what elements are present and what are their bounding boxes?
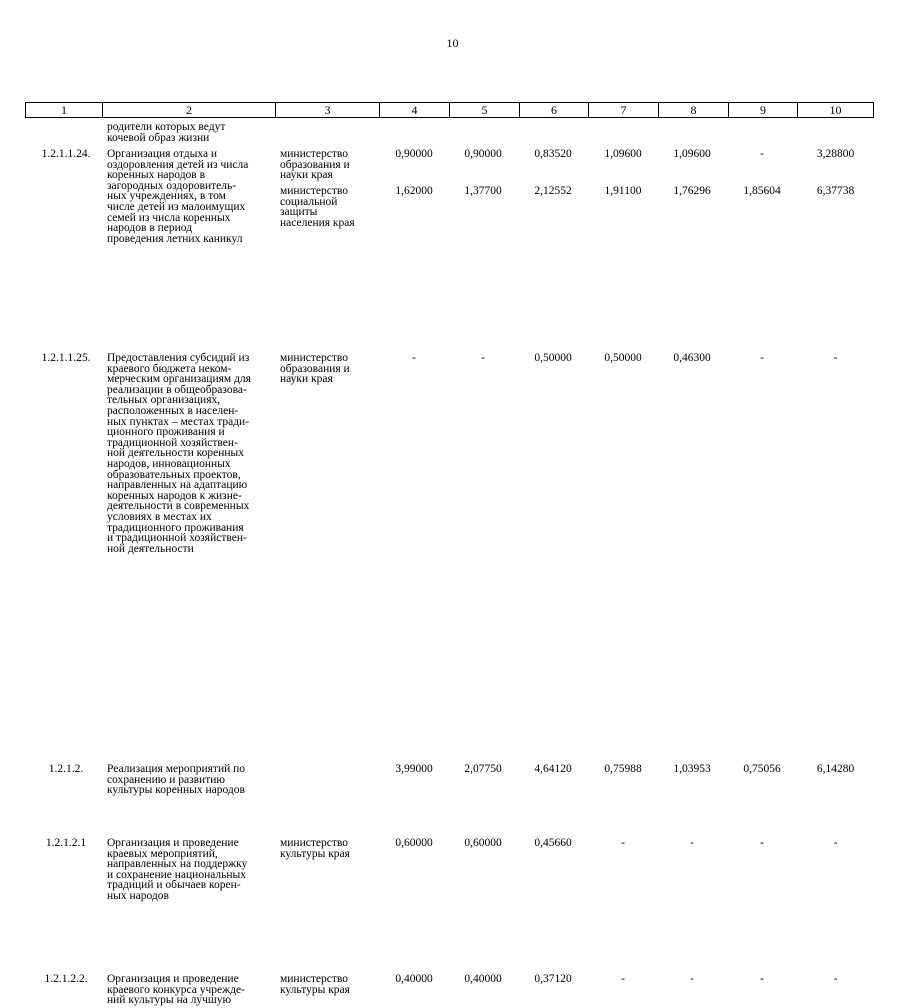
value-col-6: 0,45660 xyxy=(534,837,572,849)
table-row xyxy=(25,122,873,144)
value-col-6: 0,37120 xyxy=(534,973,572,985)
value-col-4: 0,60000 xyxy=(395,837,433,849)
column-header-4: 4 xyxy=(380,103,450,118)
table-row xyxy=(25,764,873,798)
row-name: Реализация мероприятий по сохранению и развитию культуры коренных народов xyxy=(107,763,246,797)
value-col-5: 0,40000 xyxy=(464,973,502,985)
column-header-6: 6 xyxy=(520,103,589,118)
row-number: 1.2.1.2. xyxy=(48,763,84,775)
value-col-4: 0,90000 xyxy=(395,148,433,160)
value-col-8: - xyxy=(690,837,694,849)
row-name: родители которых ведут кочевой образ жизни xyxy=(107,121,226,144)
value-col-6: 0,50000 xyxy=(534,352,572,364)
value-col-9: - xyxy=(760,973,764,985)
row-executor: министерство культуры края xyxy=(280,973,350,996)
column-header-7: 7 xyxy=(589,103,659,118)
value-col-9: - xyxy=(760,837,764,849)
value-col-8: 1,09600 xyxy=(673,148,711,160)
table-row xyxy=(25,838,873,904)
table-row xyxy=(25,974,873,1008)
row-name: Предоставления субсидий из краевого бюджета неком- мерческим организациям для реализации в общеобразова- тельных организациях, расположенных в населен- ных пунктах – местах тради- ционного проживания и традиционной хозяйствен- ной деятельности коренных народов, инновационных образовательных проектов, направленных на адаптацию коренных народов к жизне- деятельности в современных условиях в местах их традиционного проживания и традиционной хозяйствен- ной деятельности xyxy=(107,352,251,555)
column-header-table xyxy=(25,102,874,118)
row-name: Организация и проведение краевых мероприятий, направленных на поддержку и сохранение национальных традиций и обычаев корен- ных народов xyxy=(107,837,248,902)
value-col-6: 4,64120 xyxy=(534,763,572,775)
row-number: 1.2.1.2.1 xyxy=(45,837,87,849)
value-col-7: 1,91100 xyxy=(604,185,642,197)
value-col-10: - xyxy=(833,973,838,985)
row-executor: министерство образования и науки края xyxy=(280,148,350,182)
column-header-row xyxy=(26,103,874,118)
value-col-10: - xyxy=(833,352,838,364)
value-col-5: 2,07750 xyxy=(464,763,502,775)
value-col-9: 1,85604 xyxy=(743,185,781,197)
value-col-4: 1,62000 xyxy=(395,185,433,197)
row-executor: министерство образования и науки края xyxy=(280,352,350,386)
value-col-8: 1,03953 xyxy=(673,763,711,775)
value-col-10: 6,14280 xyxy=(816,763,855,775)
value-col-7: - xyxy=(621,973,625,985)
column-header-3: 3 xyxy=(276,103,380,118)
value-col-5: 0,60000 xyxy=(464,837,502,849)
value-col-4: - xyxy=(412,352,416,364)
row-name: Организация отдыха и оздоровления детей из числа коренных народов в загородных оздоровитель- ных учреждениях, в том числе детей из малоимущих семей из числа коренных народов в период проведения летних каникул xyxy=(107,148,249,245)
column-header-5: 5 xyxy=(450,103,520,118)
column-header-10: 10 xyxy=(798,103,874,118)
row-number: 1.2.1.2.2. xyxy=(44,973,88,985)
value-col-10: - xyxy=(833,837,838,849)
row-name: Организация и проведение краевого конкурса учрежде- ний культуры на лучшую xyxy=(107,973,245,1007)
value-col-7: 1,09600 xyxy=(604,148,642,160)
value-col-7: 0,50000 xyxy=(604,352,642,364)
value-col-8: 1,76296 xyxy=(673,185,711,197)
value-col-5: - xyxy=(481,352,485,364)
value-col-9: - xyxy=(760,352,764,364)
table-body xyxy=(25,118,873,1007)
column-header-8: 8 xyxy=(659,103,729,118)
column-header-1: 1 xyxy=(26,103,103,118)
value-col-5: 1,37700 xyxy=(464,185,502,197)
value-col-6: 2,12552 xyxy=(534,185,572,197)
value-col-10: 6,37738 xyxy=(816,185,855,197)
row-number: 1.2.1.1.24. xyxy=(41,148,91,160)
table-row xyxy=(25,353,873,553)
row-executor: министерство социальной защиты населения края xyxy=(280,185,355,229)
value-col-6: 0,83520 xyxy=(534,148,572,160)
value-col-4: 3,99000 xyxy=(395,763,433,775)
value-col-7: - xyxy=(621,837,625,849)
value-col-8: 0,46300 xyxy=(673,352,711,364)
value-col-7: 0,75988 xyxy=(604,763,642,775)
column-header-2: 2 xyxy=(103,103,276,118)
value-col-4: 0,40000 xyxy=(395,973,433,985)
value-col-8: - xyxy=(690,973,694,985)
value-col-9: 0,75056 xyxy=(743,763,781,775)
value-col-5: 0,90000 xyxy=(464,148,502,160)
row-number: 1.2.1.1.25. xyxy=(41,352,91,364)
column-header-9: 9 xyxy=(729,103,798,118)
value-col-10: 3,28800 xyxy=(816,148,855,160)
row-executor: министерство культуры края xyxy=(280,837,350,860)
value-col-9: - xyxy=(760,148,764,160)
page-number: 10 xyxy=(446,36,459,50)
table-row xyxy=(25,149,873,247)
